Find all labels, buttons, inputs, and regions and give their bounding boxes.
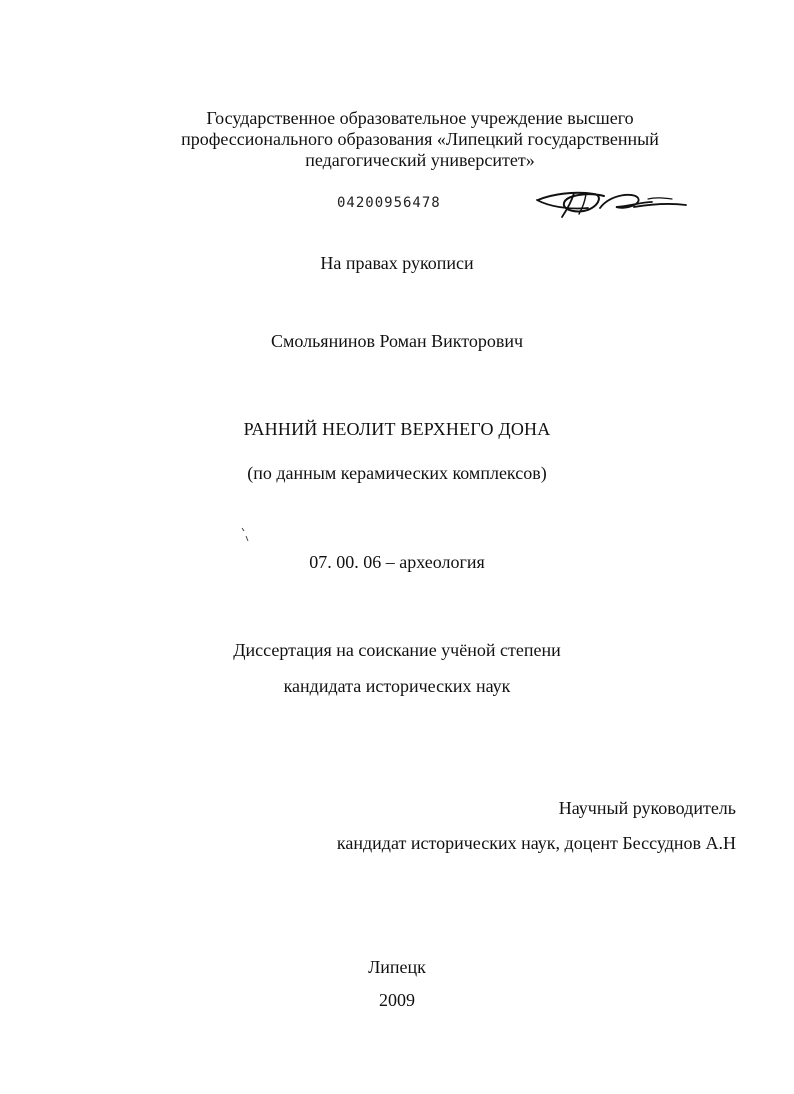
stamp-number: 04200956478 [337,195,441,211]
institution-line-1: Государственное образовательное учреждение высшего [206,108,634,128]
signature-image [530,184,690,226]
institution-line-3: педагогический университет» [305,150,535,170]
dissertation-subtitle: (по данным керамических комплексов) [247,463,547,483]
city: Липецк [368,957,426,977]
author-name: Смольянинов Роман Викторович [270,331,524,351]
degree-line-2: кандидата исторических наук [283,676,511,696]
supervisor-name: кандидат исторических наук, доцент Бессуднов А.Н [336,833,736,853]
institution-line-2: профессионального образования «Липецкий государственный [181,129,659,149]
year: 2009 [379,990,415,1010]
supervisor-label: Научный руководитель [558,798,736,818]
dissertation-title: РАННИЙ НЕОЛИТ ВЕРХНЕГО ДОНА [243,419,551,439]
specialty-code: 07. 00. 06 – археология [309,552,485,572]
institution-header [150,108,690,171]
stray-mark-icon [240,527,250,543]
degree-line-1: Диссертация на соискание учёной степени [233,640,561,660]
manuscript-rights-note: На правах рукописи [320,253,474,273]
